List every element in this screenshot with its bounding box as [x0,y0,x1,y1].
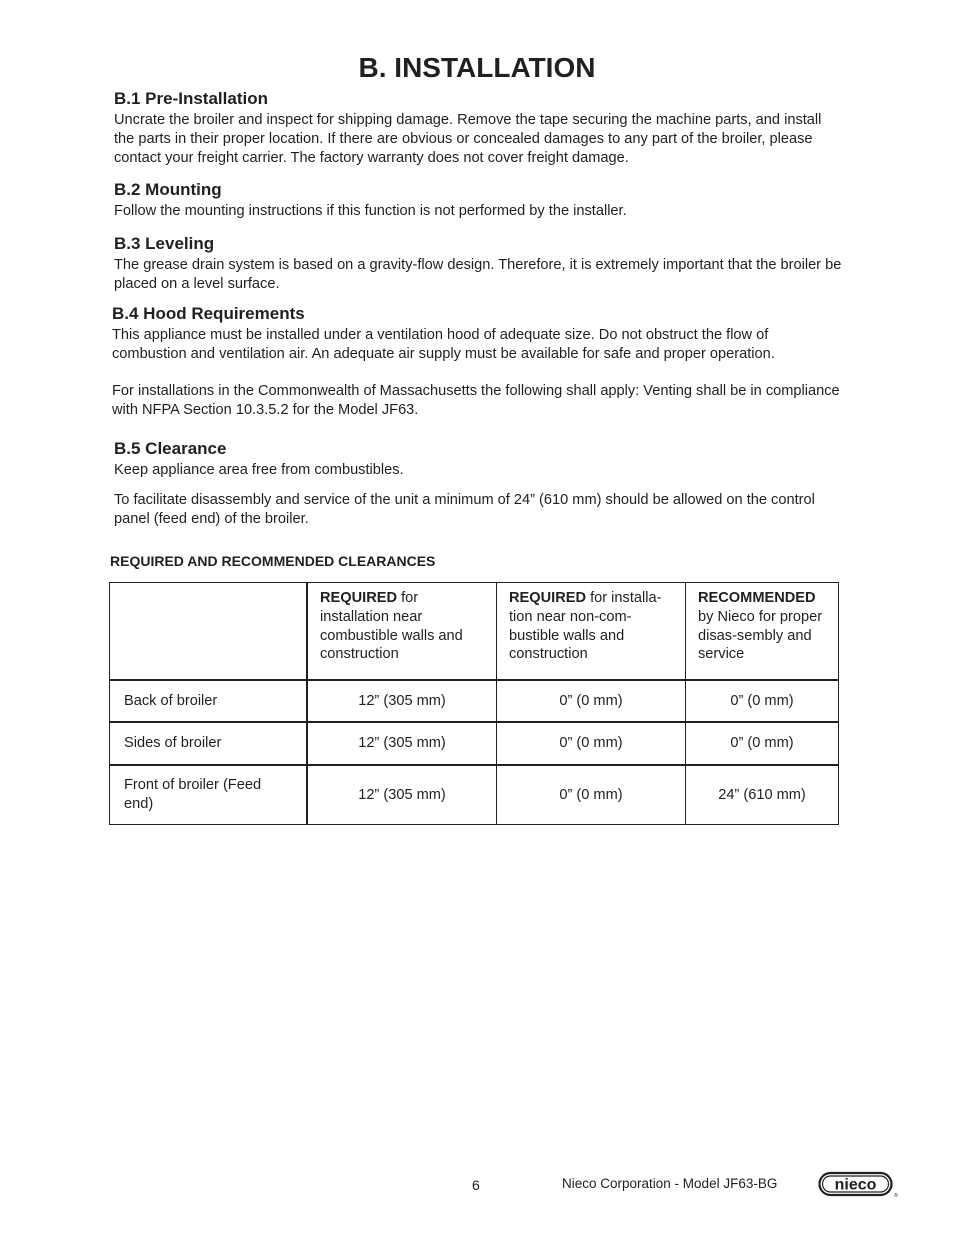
section-text-mounting: Follow the mounting instructions if this function is not performed by the installer. [114,203,627,219]
header-bold-text: RECOMMENDED [698,590,816,606]
clearances-table [109,582,839,825]
table-header-combustible [307,583,497,681]
section-heading-hood-requirements: B.4 Hood Requirements [112,304,305,323]
table-header-row [110,583,839,681]
table-cell: 0” (0 mm) [686,722,839,765]
section-heading-leveling: B.3 Leveling [114,234,215,253]
table-cell: 0” (0 mm) [686,680,839,722]
section-heading-mounting: B.2 Mounting [114,180,222,199]
section-text-massachusetts: For installations in the Commonwealth of Massachusetts the following shall apply: Venting shall be in compliance with NFPA Section 10.3.5.2 for the Model JF63. [112,383,840,418]
table-row [110,680,839,722]
footer-corporation: Nieco Corporation - Model JF63-BG [562,1176,778,1191]
table-cell: 24” (610 mm) [686,765,839,825]
page-title: B. INSTALLATION [358,52,596,83]
table-header-recommended [686,583,839,681]
section-heading-pre-installation: B.1 Pre-Installation [114,89,268,108]
section-heading-clearance: B.5 Clearance [114,439,227,458]
clearances-table-title: REQUIRED AND RECOMMENDED CLEARANCES [110,553,436,569]
table-cell: 12” (305 mm) [307,680,497,722]
table-row [110,765,839,825]
header-text: for installation near combustible walls and construction [320,590,463,663]
table-cell: 12” (305 mm) [307,722,497,765]
table-cell: 12” (305 mm) [307,765,497,825]
nieco-logo [818,1170,898,1200]
header-bold-text: REQUIRED [509,590,587,606]
page-number: 6 [472,1177,480,1193]
section-text-hood-requirements: This appliance must be installed under a ventilation hood of adequate size. Do not obstruct the flow of combustion and ventilation air. An adequate air supply must be available for safe and proper operation. [112,327,775,362]
table-cell: 0” (0 mm) [497,765,686,825]
header-text: by Nieco for proper disas-sembly and service [698,608,823,663]
svg-text:®: ® [894,1193,898,1199]
section-text-leveling: The grease drain system is based on a gravity-flow design. Therefore, it is extremely important that the broiler be placed on a level surface. [114,257,842,292]
table-cell: 0” (0 mm) [497,680,686,722]
row-label: Back of broiler [110,680,308,722]
table-cell: 0” (0 mm) [497,722,686,765]
table-header-non-combustible [497,583,686,681]
section-text-clearance: Keep appliance area free from combustibles. [114,462,404,478]
logo-text: nieco [834,1176,877,1194]
section-text-pre-installation: Uncrate the broiler and inspect for shipping damage. Remove the tape securing the machine parts, and install the parts in their proper location. If there are obvious or concealed damages to any part of the broiler, please contact your freight carrier. The factory warranty does not cover freight damage. [114,112,822,166]
table-row [110,722,839,765]
row-label: Sides of broiler [110,722,308,765]
table-header-empty-cell [110,583,308,681]
section-text-disassembly: To facilitate disassembly and service of the unit a minimum of 24” (610 mm) should be allowed on the control panel (feed end) of the broiler. [114,492,815,527]
row-label: Front of broiler (Feed end) [110,765,308,825]
header-text: for installa-tion near non-com-bustible walls and construction [509,590,662,663]
header-bold-text: REQUIRED [320,590,398,606]
